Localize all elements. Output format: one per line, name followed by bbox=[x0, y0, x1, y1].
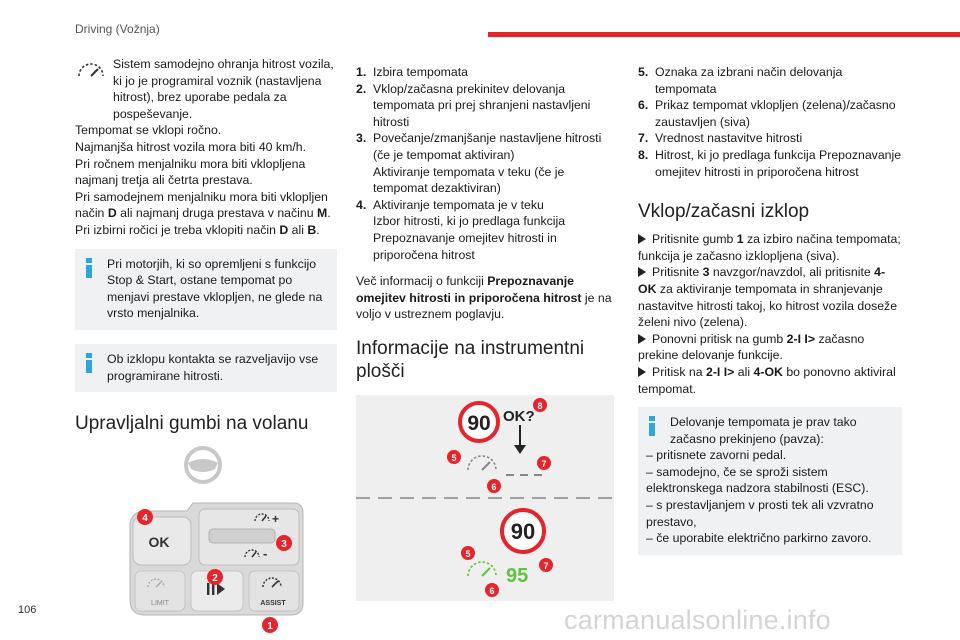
speed-limit-value: 90 bbox=[510, 518, 536, 544]
speed-note-text: Sistem samodejno ohranja hitrost vozila, ki jo je programiral voznik (nastavljena hitrost), brez uporabe pedala za pospeševanje. bbox=[113, 57, 334, 121]
svg-text:5: 5 bbox=[451, 452, 457, 463]
info-note-text: Ob izklopu kontakta se razveljavijo vse programirane hitrosti. bbox=[107, 351, 319, 383]
callout-marker-6 bbox=[485, 583, 499, 597]
text-line: Najmanjša hitrost vozila mora biti 40 km/h. bbox=[75, 139, 306, 154]
callout-marker-7 bbox=[537, 456, 551, 470]
text-line: Tempomat se vklopi ročno. bbox=[75, 123, 222, 138]
callout-marker-6 bbox=[487, 479, 501, 493]
text-line-knob: Pri izbirni ročici je treba vklopiti način D ali B. bbox=[75, 222, 320, 237]
svg-text:4: 4 bbox=[142, 513, 148, 525]
info-icon bbox=[646, 416, 660, 436]
svg-text:7: 7 bbox=[543, 560, 549, 571]
arrow-right-icon bbox=[638, 267, 646, 277]
header-title: Driving (Vožnja) bbox=[75, 22, 160, 36]
section-heading: Upravljalni gumbi na volanu bbox=[75, 413, 309, 435]
svg-text:1: 1 bbox=[267, 621, 273, 633]
instrument-panel-svg bbox=[356, 395, 614, 601]
callout-marker-3 bbox=[276, 535, 292, 551]
steps bbox=[638, 231, 902, 397]
steering-wheel-icon bbox=[186, 448, 220, 482]
svg-text:3: 3 bbox=[281, 539, 287, 551]
set-speed-value: 95 bbox=[506, 564, 529, 587]
cruise-indicator-green-icon bbox=[468, 562, 496, 576]
svg-text:6: 6 bbox=[489, 585, 495, 596]
svg-text:-: - bbox=[263, 546, 268, 562]
list-item: 8. Hitrost, ki jo predlaga funkcija Prepoznavanje omejitev hitrosti in priporočena hitrost bbox=[638, 147, 902, 179]
step: Pritisnite gumb 1 za izbiro načina tempomata; funkcija je začasno izklopljena (siva). bbox=[638, 232, 901, 263]
step: Pritisk na 2-I I> ali 4-OK bo ponovno aktiviral tempomat. bbox=[638, 364, 896, 396]
info-note-item: – pritisnete zavorni pedal. bbox=[646, 448, 787, 463]
info-note-text: Pri motorjih, ki so opremljeni s funkcijo Stop & Start, ostane tempomat po menjavi prestave vklopljen, ne glede na vrsto menjalnika. bbox=[107, 256, 323, 321]
column-middle bbox=[356, 64, 614, 601]
info-note-item: – samodejno, če se sproži sistem elektronskega nadzora stabilnosti (ESC). bbox=[646, 464, 869, 496]
info-note bbox=[75, 344, 337, 392]
info-note-item: – s prestavljanjem v prosti tek ali vzvratno prestavo, bbox=[646, 498, 874, 529]
step: Ponovni pritisk na gumb 2-I I> začasno prekine delovanje funkcije. bbox=[638, 331, 865, 363]
header-accent-bar bbox=[488, 32, 960, 37]
arrow-right-icon bbox=[638, 367, 646, 377]
instrument-panel-illustration bbox=[356, 395, 614, 601]
assist-button-label: ASSIST bbox=[260, 600, 286, 608]
column-left bbox=[75, 56, 337, 640]
list-item: 7. Vrednost nastavitve hitrosti bbox=[638, 131, 803, 146]
page-number: 106 bbox=[18, 604, 37, 616]
arrow-right-icon bbox=[638, 334, 646, 344]
svg-text:7: 7 bbox=[541, 458, 547, 469]
list-item: 1. Izbira tempomata bbox=[356, 65, 469, 79]
info-icon bbox=[83, 258, 97, 278]
steering-wheel-controls-illustration bbox=[75, 445, 337, 635]
callout-marker-1 bbox=[262, 617, 278, 633]
speed-note bbox=[75, 56, 337, 122]
info-note-title: Delovanje tempomata je prav tako začasno prekinjeno (pavza): bbox=[670, 415, 857, 446]
list-item: 3. Povečanje/zmanjšanje nastavljene hitrosti (če je tempomat aktiviran) Aktiviranje tempomata v teku (če je tempomat dezaktiviran) bbox=[356, 131, 602, 196]
numbered-list bbox=[638, 64, 902, 180]
callout-marker-7 bbox=[539, 558, 553, 572]
more-info-text: Več informacij o funkciji Prepoznavanje omejitev hitrosti in priporočena hitrost je na voljo v ustreznem poglavju. bbox=[356, 274, 612, 322]
svg-text:2: 2 bbox=[212, 573, 218, 585]
callout-marker-4 bbox=[137, 509, 153, 525]
list-item: 6. Prikaz tempomat vklopljen (zelena)/začasno zaustavljen (siva) bbox=[638, 98, 896, 129]
text-line: Pri ročnem menjalniku mora biti vklopljena najmanj tretja ali četrta prestava. bbox=[75, 156, 306, 188]
info-note-item: – če uporabite električno parkirno zavoro. bbox=[646, 531, 872, 546]
section-heading: Vklop/začasni izklop bbox=[638, 201, 810, 223]
watermark: carmanualsonline.info bbox=[564, 605, 831, 635]
step: Pritisnite 3 navzgor/navzdol, ali pritisnite 4-OK za aktiviranje tempomata in shranjevanje nastavitve hitrosti takoj, ko hitrost vozila doseže želeni nivo (zelena). bbox=[638, 265, 898, 330]
info-icon bbox=[83, 353, 97, 373]
column-right bbox=[638, 64, 902, 555]
section-heading: Informacije na instrumentni plošči bbox=[356, 337, 585, 382]
text-line-auto: Pri samodejnem menjalniku mora biti vklopljen način D ali najmanj druga prestava v načinu M. bbox=[75, 189, 331, 221]
suggested-speed-value: 90 bbox=[467, 411, 491, 435]
arrow-right-icon bbox=[638, 234, 646, 244]
list-item: 5. Oznaka za izbrani način delovanja tempomata bbox=[638, 65, 843, 96]
numbered-list bbox=[356, 64, 614, 263]
info-note bbox=[638, 407, 902, 555]
svg-text:+: + bbox=[272, 512, 280, 527]
callout-marker-2 bbox=[207, 569, 223, 585]
cruise-indicator-grey-icon bbox=[468, 456, 496, 470]
speedometer-icon bbox=[75, 58, 107, 82]
ok-button-label: OK bbox=[148, 534, 170, 551]
limit-button-label: LIMIT bbox=[151, 600, 169, 608]
info-note bbox=[75, 249, 337, 330]
svg-text:6: 6 bbox=[491, 481, 497, 492]
svg-text:5: 5 bbox=[465, 548, 471, 559]
callout-marker-5 bbox=[461, 546, 475, 560]
list-item: 2. Vklop/začasna prekinitev delovanja tempomata pri prej shranjeni nastavljeni hitrosti bbox=[356, 81, 591, 129]
list-item: 4. Aktiviranje tempomata je v teku Izbor hitrosti, ki jo predlaga funkcija Prepoznavanje omejitev hitrosti in priporočena hitrost bbox=[356, 197, 566, 262]
ok-prompt: OK? bbox=[503, 407, 535, 425]
callout-marker-8 bbox=[533, 398, 547, 412]
svg-text:8: 8 bbox=[537, 400, 543, 411]
callout-marker-5 bbox=[447, 450, 461, 464]
